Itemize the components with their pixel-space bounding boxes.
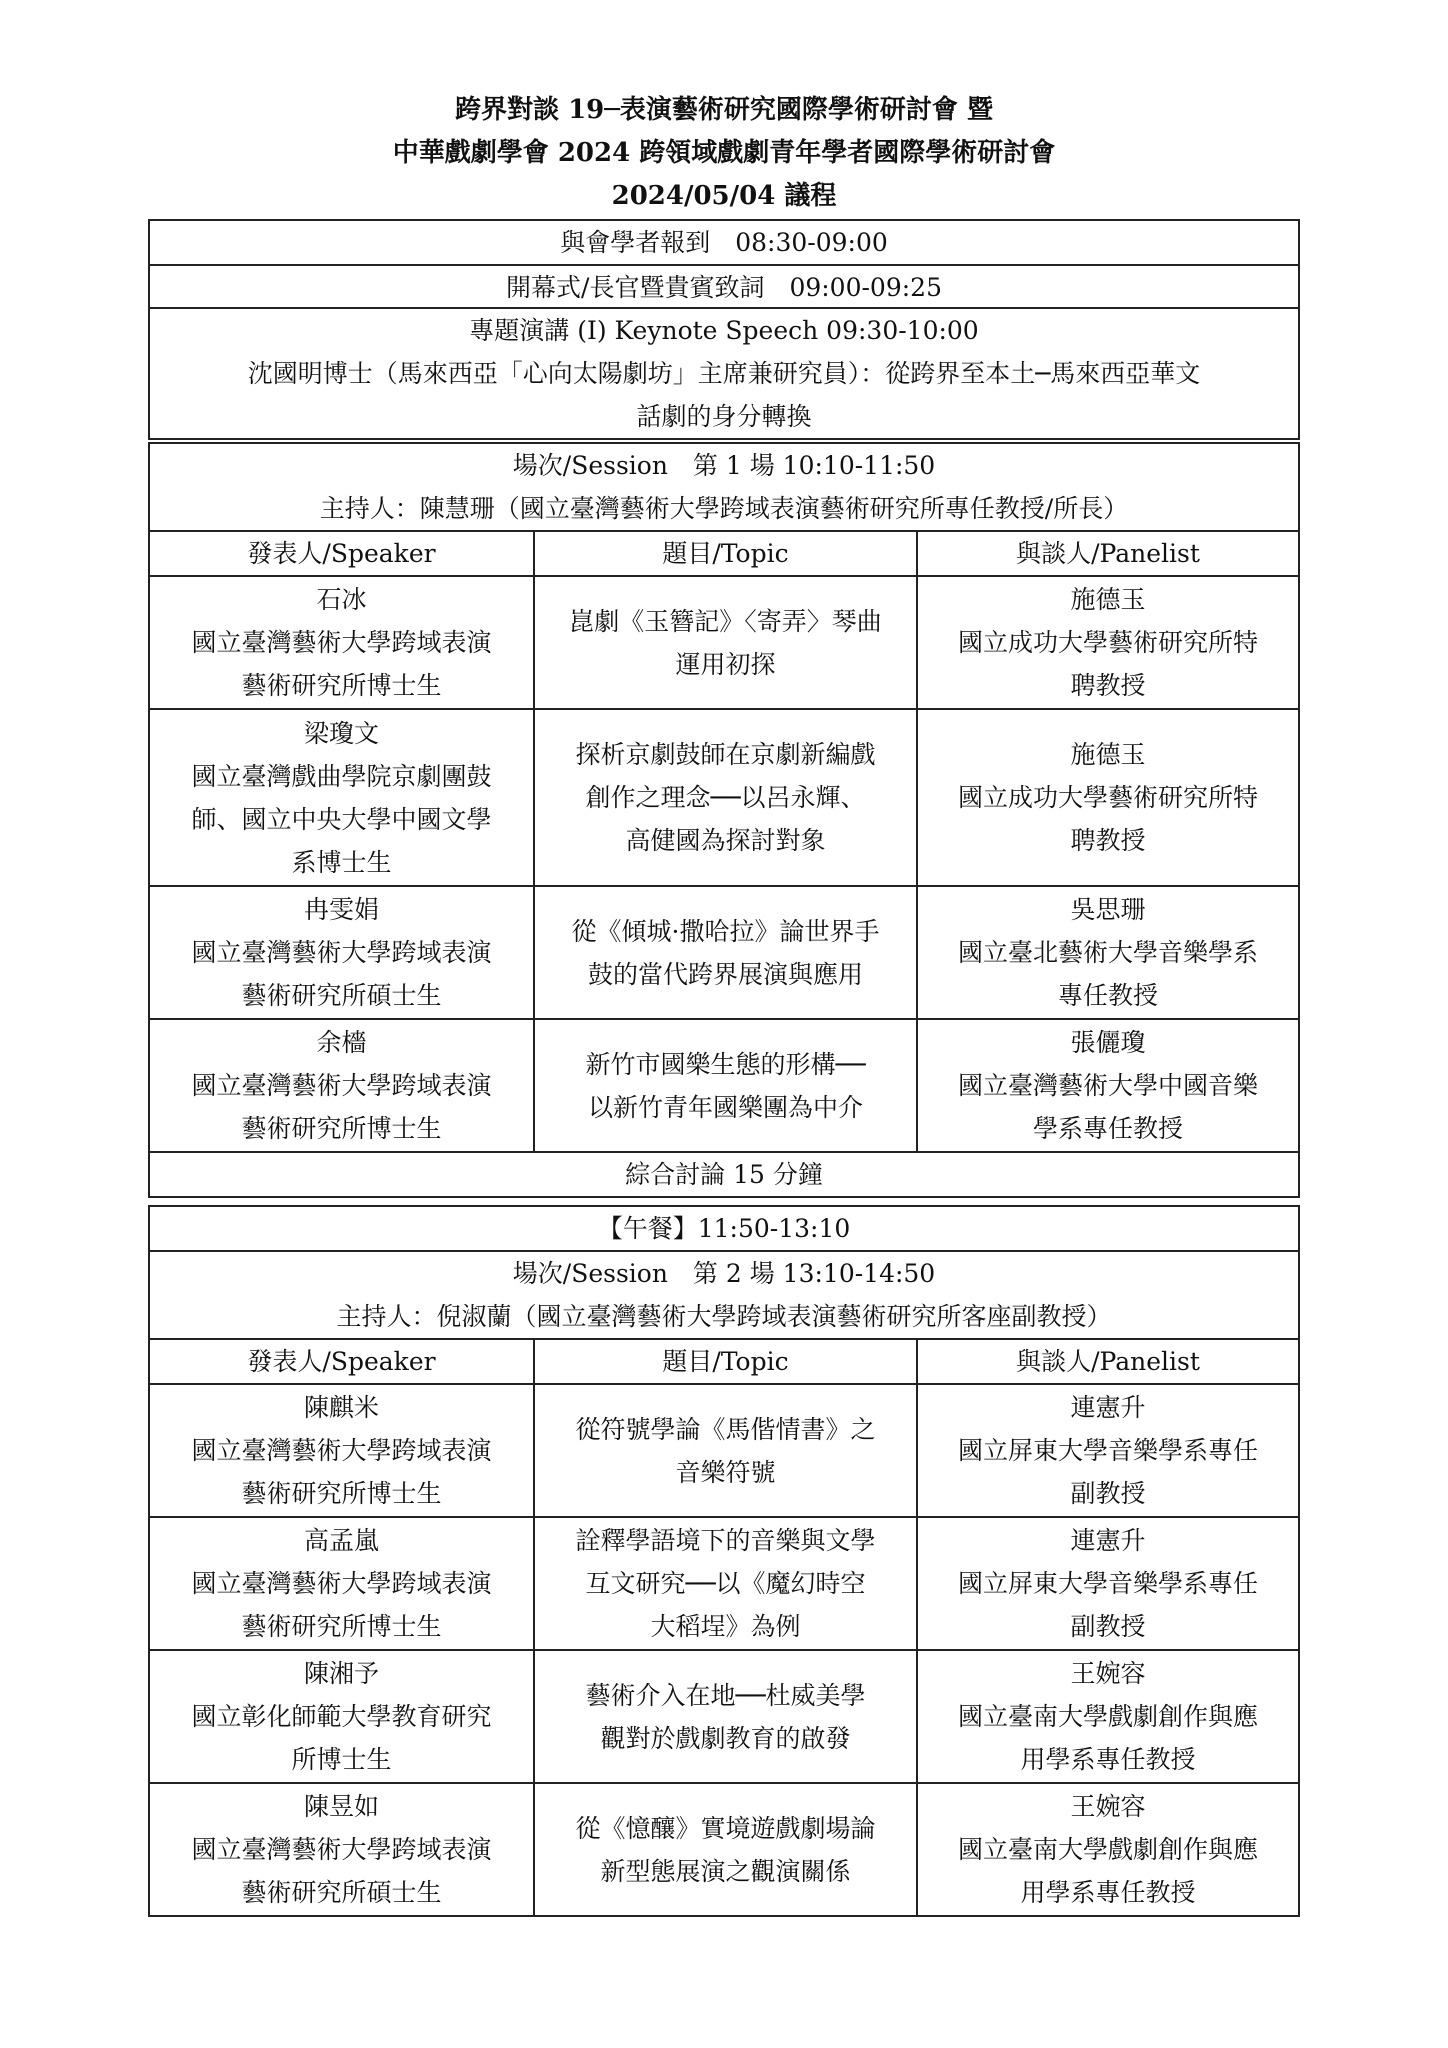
topic-cell: 新竹市國樂生態的形構── 以新竹青年國樂團為中介 (533, 1020, 916, 1151)
registration-row: 與會學者報到 08:30-09:00 (560, 228, 888, 257)
panelist-name: 連憲升 (1070, 1393, 1146, 1422)
speaker-name: 陳湘予 (303, 1659, 379, 1688)
panelist-name: 王婉容 (1070, 1792, 1146, 1821)
speaker-cell: 陳麒米 國立臺灣藝術大學跨域表演 藝術研究所博士生 (150, 1385, 533, 1516)
keynote-title: 專題演講 (I) Keynote Speech 09:30-10:00 (469, 316, 979, 345)
doc-title-line1: 跨界對談 19─表演藝術研究國際學術研討會 暨 (455, 95, 993, 125)
table-row (150, 885, 1298, 1018)
panelist-cell: 張儷瓊 國立臺灣藝術大學中國音樂 學系專任教授 (916, 1020, 1298, 1151)
panelist-name: 施德玉 (1070, 585, 1146, 614)
table-row (150, 708, 1298, 885)
general-discussion-row: 綜合討論 15 分鐘 (150, 1151, 1298, 1196)
speaker-cell: 余檣 國立臺灣藝術大學跨域表演 藝術研究所博士生 (150, 1020, 533, 1151)
session-1-column-headers (150, 530, 1298, 575)
speaker-name: 余檣 (316, 1028, 367, 1057)
topic-cell: 崑劇《玉簪記》〈寄弄〉琴曲 運用初探 (533, 577, 916, 708)
table-row (150, 1782, 1298, 1915)
panelist-cell: 施德玉 國立成功大學藝術研究所特 聘教授 (916, 577, 1298, 708)
speaker-cell: 梁瓊文 國立臺灣戲曲學院京劇團鼓 師、國立中央大學中國文學 系博士生 (150, 710, 533, 885)
table-row (150, 1018, 1298, 1151)
speaker-cell: 石冰 國立臺灣藝術大學跨域表演 藝術研究所博士生 (150, 577, 533, 708)
speaker-name: 梁瓊文 (303, 718, 379, 748)
panelist-cell: 連憲升 國立屏東大學音樂學系專任 副教授 (916, 1518, 1298, 1649)
topic-cell: 藝術介入在地──杜威美學 觀對於戲劇教育的啟發 (533, 1651, 916, 1782)
opening-block (148, 219, 1300, 440)
topic-cell: 探析京劇鼓師在京劇新編戲 創作之理念──以呂永輝、 高健國為探討對象 (533, 710, 916, 885)
speaker-cell: 冉雯娟 國立臺灣藝術大學跨域表演 藝術研究所碩士生 (150, 887, 533, 1018)
session-2-block (148, 1250, 1300, 1917)
keynote-row (150, 307, 1298, 438)
column-header-topic: 題目/Topic (533, 1340, 916, 1383)
session-2-host: 主持人：倪淑蘭（國立臺灣藝術大學跨域表演藝術研究所客座副教授） (336, 1302, 1112, 1331)
doc-title-line2: 中華戲劇學會 2024 跨領域戲劇青年學者國際學術研討會 (392, 138, 1056, 168)
panelist-name: 施德玉 (1070, 740, 1146, 769)
speaker-cell: 高孟嵐 國立臺灣藝術大學跨域表演 藝術研究所博士生 (150, 1518, 533, 1649)
panelist-cell: 王婉容 國立臺南大學戲劇創作與應 用學系專任教授 (916, 1651, 1298, 1782)
speaker-name: 冉雯娟 (303, 895, 379, 924)
session-1-block (148, 442, 1300, 1198)
table-row (150, 1383, 1298, 1516)
column-header-panelist: 與談人/Panelist (916, 1340, 1298, 1383)
panelist-name: 張儷瓊 (1070, 1028, 1146, 1057)
speaker-name: 高孟嵐 (303, 1526, 379, 1555)
panelist-name: 吳思珊 (1070, 895, 1146, 924)
session-2-title: 場次/Session 第 2 場 13:10-14:50 (512, 1259, 936, 1288)
panelist-cell: 連憲升 國立屏東大學音樂學系專任 副教授 (916, 1385, 1298, 1516)
panelist-cell: 吳思珊 國立臺北藝術大學音樂學系 專任教授 (916, 887, 1298, 1018)
panelist-name: 連憲升 (1070, 1526, 1146, 1555)
panelist-cell: 施德玉 國立成功大學藝術研究所特 聘教授 (916, 710, 1298, 885)
session-1-host: 主持人：陳慧珊（國立臺灣藝術大學跨域表演藝術研究所專任教授/所長） (319, 494, 1129, 523)
speaker-name: 石冰 (316, 585, 367, 614)
topic-cell: 從《憶釀》實境遊戲劇場論 新型態展演之觀演關係 (533, 1784, 916, 1915)
column-header-speaker: 發表人/Speaker (247, 1347, 436, 1376)
column-header-panelist: 與談人/Panelist (916, 532, 1298, 575)
topic-cell: 從符號學論《馬偕情書》之 音樂符號 (533, 1385, 916, 1516)
doc-title-date: 2024/05/04 議程 (611, 181, 837, 211)
topic-cell: 從《傾城·撒哈拉》論世界手 鼓的當代跨界展演與應用 (533, 887, 916, 1018)
column-header-speaker: 發表人/Speaker (247, 539, 436, 568)
lunch-row: 【午餐】11:50-13:10 (597, 1214, 851, 1243)
keynote-speaker-line2: 話劇的身分轉換 (636, 402, 812, 431)
speaker-name: 陳昱如 (303, 1792, 379, 1821)
session-1-title: 場次/Session 第 1 場 10:10-11:50 (512, 451, 936, 480)
lunch-block (148, 1205, 1300, 1252)
speaker-name: 陳麒米 (303, 1393, 379, 1422)
opening-ceremony-row: 開幕式/長官暨貴賓致詞 09:00-09:25 (150, 264, 1298, 307)
table-row (150, 1649, 1298, 1782)
panelist-cell: 王婉容 國立臺南大學戲劇創作與應 用學系專任教授 (916, 1784, 1298, 1915)
table-row (150, 575, 1298, 708)
column-header-topic: 題目/Topic (533, 532, 916, 575)
topic-cell: 詮釋學語境下的音樂與文學 互文研究──以《魔幻時空 大稻埕》為例 (533, 1518, 916, 1649)
panelist-name: 王婉容 (1070, 1659, 1146, 1688)
speaker-cell: 陳湘予 國立彰化師範大學教育研究 所博士生 (150, 1651, 533, 1782)
session-2-heading (150, 1252, 1298, 1338)
keynote-speaker-line1: 沈國明博士（馬來西亞「心向太陽劇坊」主席兼研究員）：從跨界至本土─馬來西亞華文 (247, 359, 1201, 388)
speaker-cell: 陳昱如 國立臺灣藝術大學跨域表演 藝術研究所碩士生 (150, 1784, 533, 1915)
table-row (150, 1516, 1298, 1649)
session-2-column-headers (150, 1338, 1298, 1383)
session-1-heading (150, 444, 1298, 530)
